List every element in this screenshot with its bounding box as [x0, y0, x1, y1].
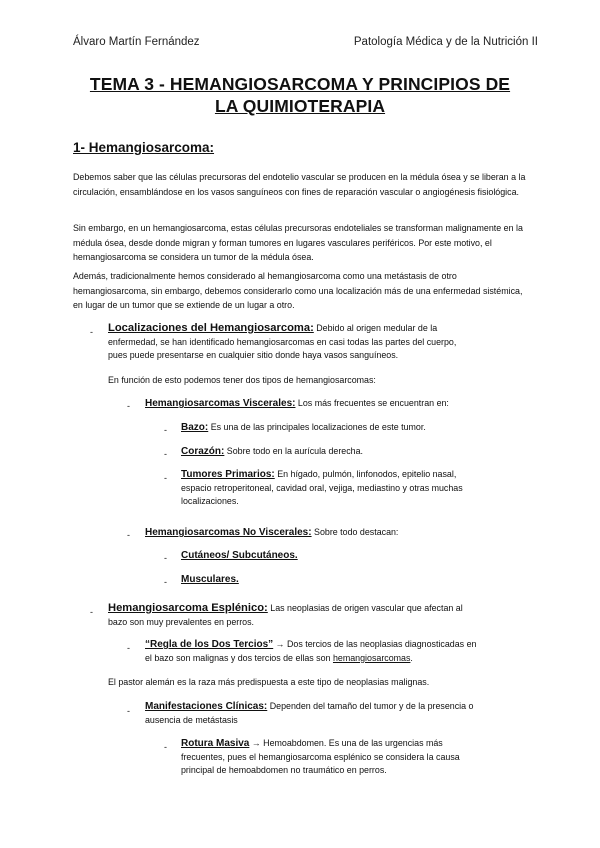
- paragraph-1: Debemos saber que las células precursoras del endotelio vascular se producen en la médula ósea y se liberan a la circulación, ensamblándose en los vasos sanguíneos con fines de reparación vascular o angiogénesis fisiológica.: [73, 172, 526, 197]
- bullet-dash: -: [127, 401, 130, 411]
- bullet-dash: -: [127, 706, 130, 716]
- regla-item: [145, 638, 535, 665]
- bullet-dash: -: [164, 553, 167, 563]
- header-author: Álvaro Martín Fernández: [73, 36, 200, 48]
- bullet-dash: -: [127, 643, 130, 653]
- no-viscerales-item: [145, 526, 398, 540]
- bullet-dash: -: [164, 577, 167, 587]
- viscerales-label: Hemangiosarcomas Viscerales:: [145, 398, 296, 409]
- esplenico-label: Hemangiosarcoma Esplénico:: [108, 602, 268, 614]
- title-line-2: LA QUIMIOTERAPIA: [214, 96, 386, 116]
- manifestaciones-label: Manifestaciones Clínicas:: [145, 701, 268, 712]
- rotura-text-2: frecuentes, pues el hemangiosarcoma esplénico se considera la causa: [181, 751, 460, 762]
- bullet-dash: -: [164, 473, 167, 483]
- musculares-label: Musculares.: [181, 574, 239, 585]
- esplenico-text-2: bazo son muy prevalentes en perros.: [108, 616, 255, 627]
- localizaciones-text-2: enfermedad, se han identificado hemangiosarcomas en casi todas las partes del cuerpo,: [108, 336, 457, 347]
- manifestaciones-text-2: ausencia de metástasis: [145, 714, 238, 725]
- pastor-text: El pastor alemán es la raza más predispuesta a este tipo de neoplasias malignas.: [108, 677, 430, 687]
- rotura-text-3: principal de hemoabdomen no traumático en perros.: [181, 765, 387, 775]
- manifestaciones-item: [145, 700, 535, 727]
- esplenico-text-1: Las neoplasias de origen vascular que afectan al: [267, 603, 463, 613]
- no-viscerales-text: Sobre todo destacan:: [311, 527, 399, 537]
- regla-label: “Regla de los Dos Tercios”: [145, 639, 274, 650]
- regla-text-2: el bazo son malignas y dos tercios de ellas son: [145, 652, 333, 663]
- title-line-1: TEMA 3 - HEMANGIOSARCOMA Y PRINCIPIOS DE: [89, 74, 511, 94]
- regla-hemangiosarcomas: hemangiosarcomas: [332, 652, 411, 663]
- regla-text-1: → Dos tercios de las neoplasias diagnosticadas en: [273, 639, 477, 649]
- corazon-text: Sobre todo en la aurícula derecha.: [224, 446, 363, 456]
- tumores-item: [181, 468, 531, 509]
- viscerales-item: [145, 397, 449, 411]
- cutaneos-label: Cutáneos/ Subcutáneos.: [181, 550, 298, 561]
- localizaciones-text-3: pues puede presentarse en cualquier sitio donde haya vasos sanguíneos.: [108, 350, 399, 360]
- tumores-text-2: espacio retroperitoneal, cavidad oral, vejiga, mediastino y otras muchas: [181, 482, 463, 493]
- tumores-label: Tumores Primarios:: [181, 469, 275, 480]
- bazo-text: Es una de las principales localizaciones de este tumor.: [208, 422, 426, 432]
- regla-period: .: [410, 652, 413, 663]
- bullet-dash: -: [164, 742, 167, 752]
- tumores-text-1: En hígado, pulmón, linfonodos, epitelio nasal,: [274, 469, 457, 479]
- bullet-dash: -: [90, 607, 93, 617]
- corazon-item: [181, 445, 363, 459]
- viscerales-text: Los más frecuentes se encuentran en:: [295, 398, 449, 408]
- corazon-label: Corazón:: [181, 446, 225, 457]
- bullet-dash: -: [127, 530, 130, 540]
- manifestaciones-text-1: Dependen del tamaño del tumor y de la presencia o: [267, 701, 474, 711]
- rotura-label: Rotura Masiva: [181, 738, 250, 749]
- paragraph-3: Además, tradicionalmente hemos considerado al hemangiosarcoma como una metástasis de otro hemangiosarcoma, sin embargo, debemos considerarlo como una localización más de una enfermedad sistémica, en lugar de un tumor que se extiende de un lugar a otro.: [73, 271, 523, 310]
- rotura-text-1: → Hemoabdomen. Es una de las urgencias más: [249, 738, 443, 748]
- bullet-dash: -: [164, 425, 167, 435]
- bazo-item: [181, 421, 426, 435]
- musculares-item: [181, 573, 239, 587]
- no-viscerales-label: Hemangiosarcomas No Viscerales:: [145, 527, 312, 538]
- localizaciones-label: Localizaciones del Hemangiosarcoma:: [108, 322, 314, 334]
- rotura-item: [181, 737, 531, 778]
- esplenico-item: [108, 602, 538, 629]
- section-heading: 1- Hemangiosarcoma:: [73, 140, 215, 155]
- bazo-label: Bazo:: [181, 422, 209, 433]
- bullet-dash: -: [90, 327, 93, 337]
- localizaciones-item: [108, 322, 538, 363]
- header-course: Patología Médica y de la Nutrición II: [353, 36, 538, 48]
- page-title: [60, 73, 540, 117]
- localizaciones-intro: En función de esto podemos tener dos tipos de hemangiosarcomas:: [108, 375, 376, 385]
- tumores-text-3: localizaciones.: [181, 496, 239, 506]
- cutaneos-item: [181, 549, 298, 563]
- bullet-dash: -: [164, 449, 167, 459]
- paragraph-2: Sin embargo, en un hemangiosarcoma, estas células precursoras endoteliales se transforman malignamente en la médula ósea, desde donde migran y forman tumores en lugares vasculares periféricos. Por este motivo, el hemangiosarcoma se considera un tumor de la médula ósea.: [73, 223, 523, 262]
- localizaciones-text-1: Debido al origen medular de la: [313, 323, 438, 333]
